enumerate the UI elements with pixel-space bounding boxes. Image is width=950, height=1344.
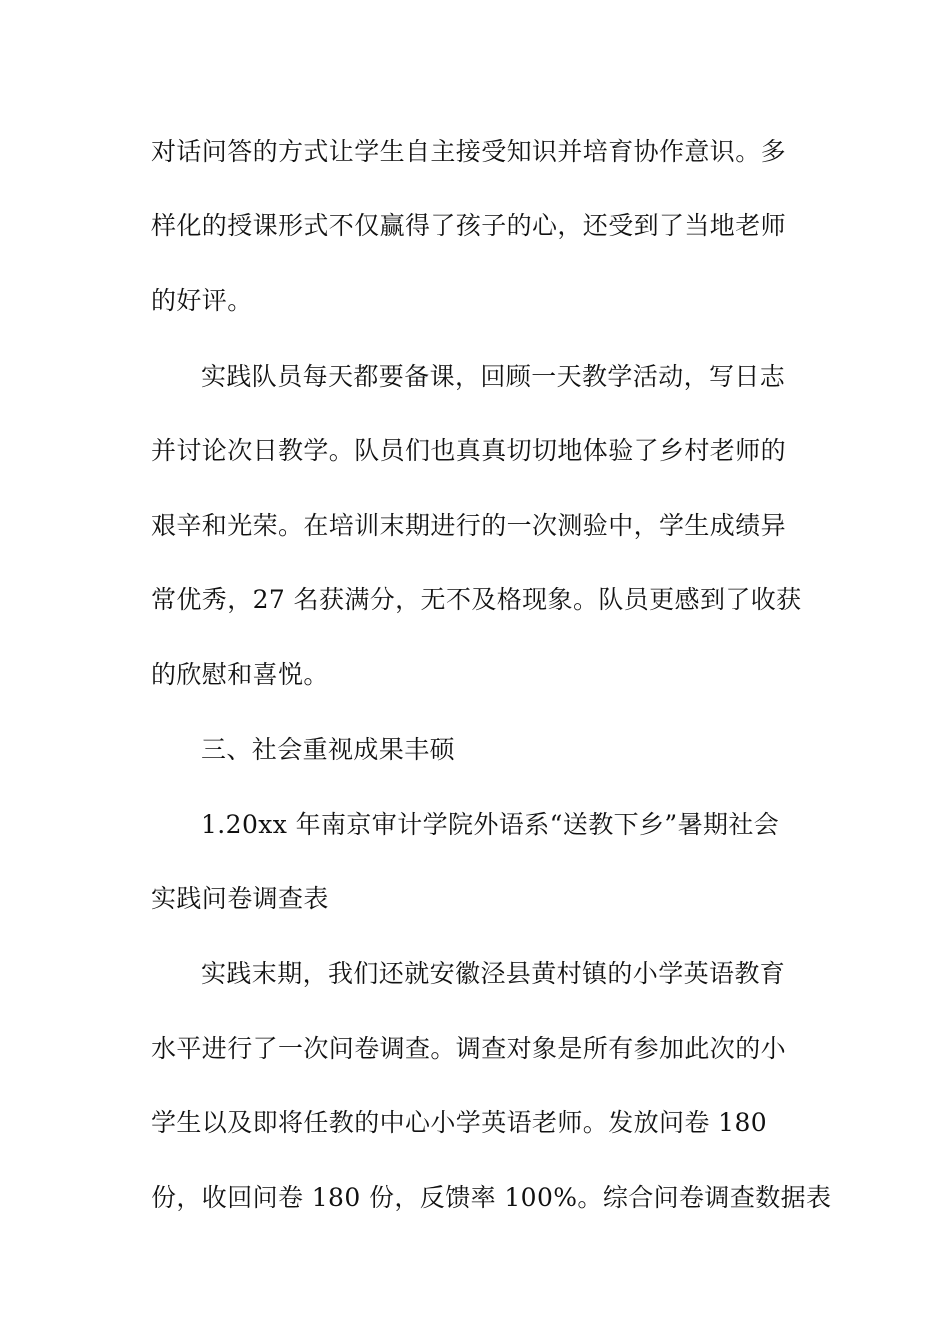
section-heading: 三、社会重视成果丰硕 bbox=[201, 735, 456, 764]
paragraph-line: 水平进行了一次问卷调查。调查对象是所有参加此次的小 bbox=[151, 1034, 787, 1063]
paragraph-line: 的好评。 bbox=[151, 286, 253, 315]
paragraph-line: 的欣慰和喜悦。 bbox=[151, 660, 329, 689]
subsection-heading-line: 1.20xx 年南京审计学院外语系“送教下乡”暑期社会 bbox=[201, 810, 780, 839]
paragraph-line: 并讨论次日教学。队员们也真真切切地体验了乡村老师的 bbox=[151, 436, 787, 465]
paragraph-line: 份，收回问卷 180 份，反馈率 100%。综合问卷调查数据表 bbox=[151, 1183, 832, 1212]
paragraph-line: 常优秀，27 名获满分，无不及格现象。队员更感到了收获 bbox=[151, 585, 802, 614]
paragraph-line: 实践队员每天都要备课，回顾一天教学活动，写日志 bbox=[201, 362, 786, 391]
paragraph-line: 实践末期，我们还就安徽泾县黄村镇的小学英语教育 bbox=[201, 959, 786, 988]
subsection-heading-line: 实践问卷调查表 bbox=[151, 884, 329, 913]
paragraph-line: 学生以及即将任教的中心小学英语老师。发放问卷 180 bbox=[151, 1108, 768, 1137]
paragraph-line: 对话问答的方式让学生自主接受知识并培育协作意识。多 bbox=[151, 137, 787, 166]
paragraph-line: 样化的授课形式不仅赢得了孩子的心，还受到了当地老师 bbox=[151, 211, 787, 240]
paragraph-line: 艰辛和光荣。在培训末期进行的一次测验中，学生成绩异 bbox=[151, 511, 787, 540]
